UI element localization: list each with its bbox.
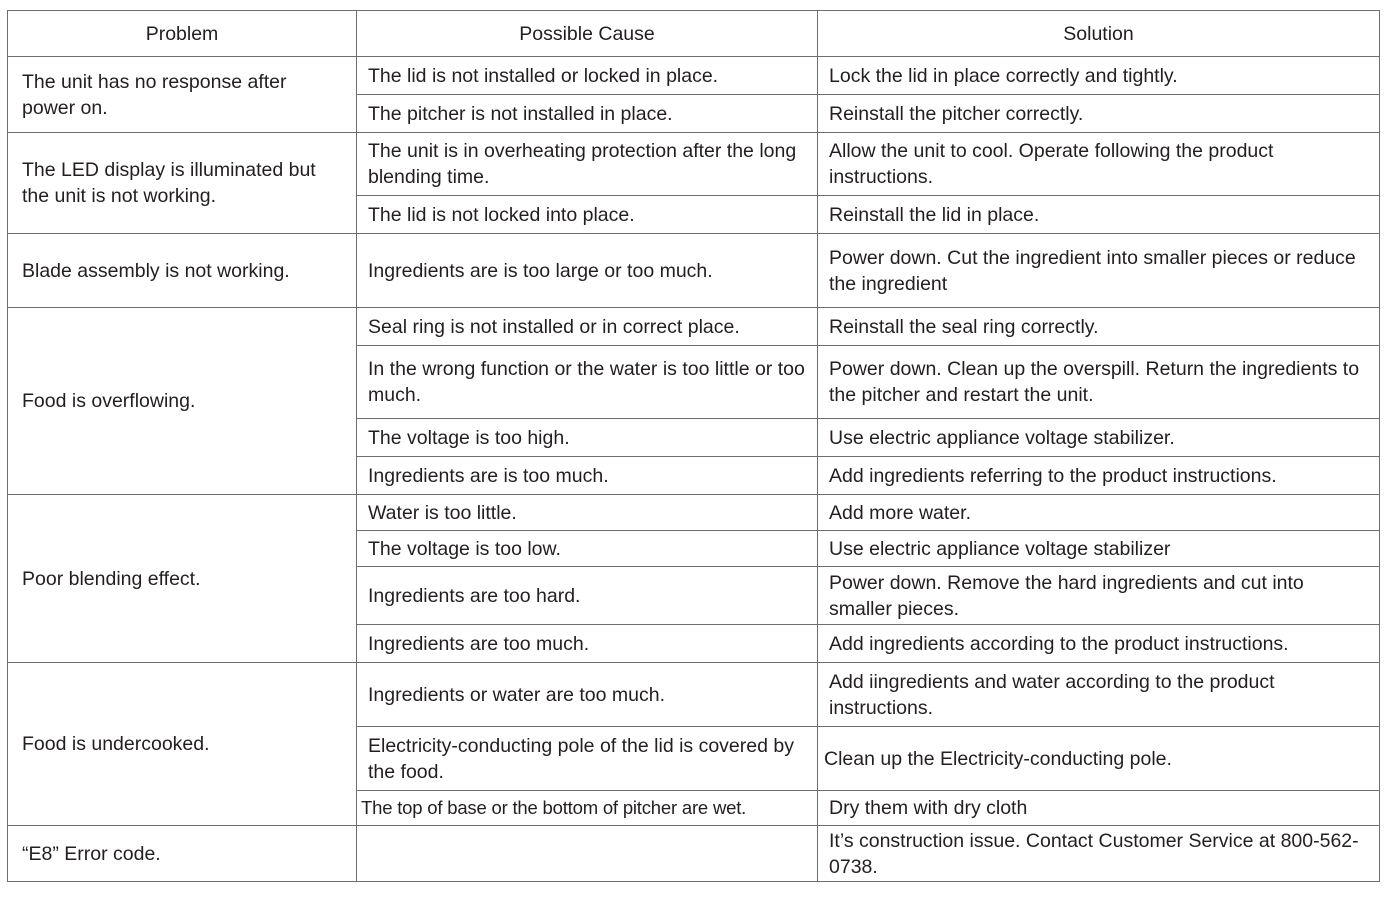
problem-cell: The LED display is illuminated but the unit is not working. [8,133,357,234]
solution-cell: Add more water. [818,495,1380,531]
table-row [8,663,1380,727]
cause-cell: Ingredients are is too much. [357,457,818,495]
solution-cell: Add iingredients and water according to the product instructions. [818,663,1380,727]
cause-cell: Ingredients are too hard. [357,567,818,625]
solution-cell: Use electric appliance voltage stabilizer. [818,419,1380,457]
header-problem: Problem [8,11,357,57]
problem-cell: Blade assembly is not working. [8,234,357,308]
problem-cell: Food is overflowing. [8,308,357,495]
cause-cell: Ingredients are is too large or too much. [357,234,818,308]
cause-cell: The pitcher is not installed in place. [357,95,818,133]
header-row [8,11,1380,57]
header-possible-cause: Possible Cause [357,11,818,57]
table-row [8,495,1380,531]
table-row [8,826,1380,882]
solution-cell: It’s construction issue. Contact Customer Service at 800-562-0738. [818,826,1380,882]
solution-cell: Dry them with dry cloth [818,791,1380,826]
solution-cell: Reinstall the lid in place. [818,196,1380,234]
cause-cell: Ingredients are too much. [357,625,818,663]
cause-cell: The lid is not installed or locked in place. [357,57,818,95]
problem-cell: “E8” Error code. [8,826,357,882]
cause-cell: The top of base or the bottom of pitcher are wet. [357,791,818,826]
cause-cell: Seal ring is not installed or in correct place. [357,308,818,346]
problem-cell: Poor blending effect. [8,495,357,663]
troubleshooting-table [7,10,1380,882]
cause-cell: The voltage is too high. [357,419,818,457]
cause-cell: Electricity-conducting pole of the lid is covered by the food. [357,727,818,791]
solution-cell: Power down. Remove the hard ingredients and cut into smaller pieces. [818,567,1380,625]
solution-cell: Allow the unit to cool. Operate following the product instructions. [818,133,1380,196]
solution-cell: Use electric appliance voltage stabilizer [818,531,1380,567]
solution-cell: Power down. Cut the ingredient into smaller pieces or reduce the ingredient [818,234,1380,308]
cause-cell: The voltage is too low. [357,531,818,567]
solution-cell: Add ingredients according to the product instructions. [818,625,1380,663]
table-row [8,57,1380,95]
solution-cell: Reinstall the seal ring correctly. [818,308,1380,346]
cause-cell: Ingredients or water are too much. [357,663,818,727]
solution-cell: Clean up the Electricity-conducting pole. [818,727,1380,791]
cause-cell: The unit is in overheating protection after the long blending time. [357,133,818,196]
table-row [8,133,1380,196]
solution-cell: Reinstall the pitcher correctly. [818,95,1380,133]
table-row [8,308,1380,346]
table-row [8,234,1380,308]
cause-cell: Water is too little. [357,495,818,531]
cause-cell: The lid is not locked into place. [357,196,818,234]
solution-cell: Lock the lid in place correctly and tightly. [818,57,1380,95]
header-solution: Solution [818,11,1380,57]
cause-cell [357,826,818,882]
cause-cell: In the wrong function or the water is too little or too much. [357,346,818,419]
problem-cell: The unit has no response after power on. [8,57,357,133]
problem-cell: Food is undercooked. [8,663,357,826]
solution-cell: Add ingredients referring to the product instructions. [818,457,1380,495]
solution-cell: Power down. Clean up the overspill. Return the ingredients to the pitcher and restart the unit. [818,346,1380,419]
